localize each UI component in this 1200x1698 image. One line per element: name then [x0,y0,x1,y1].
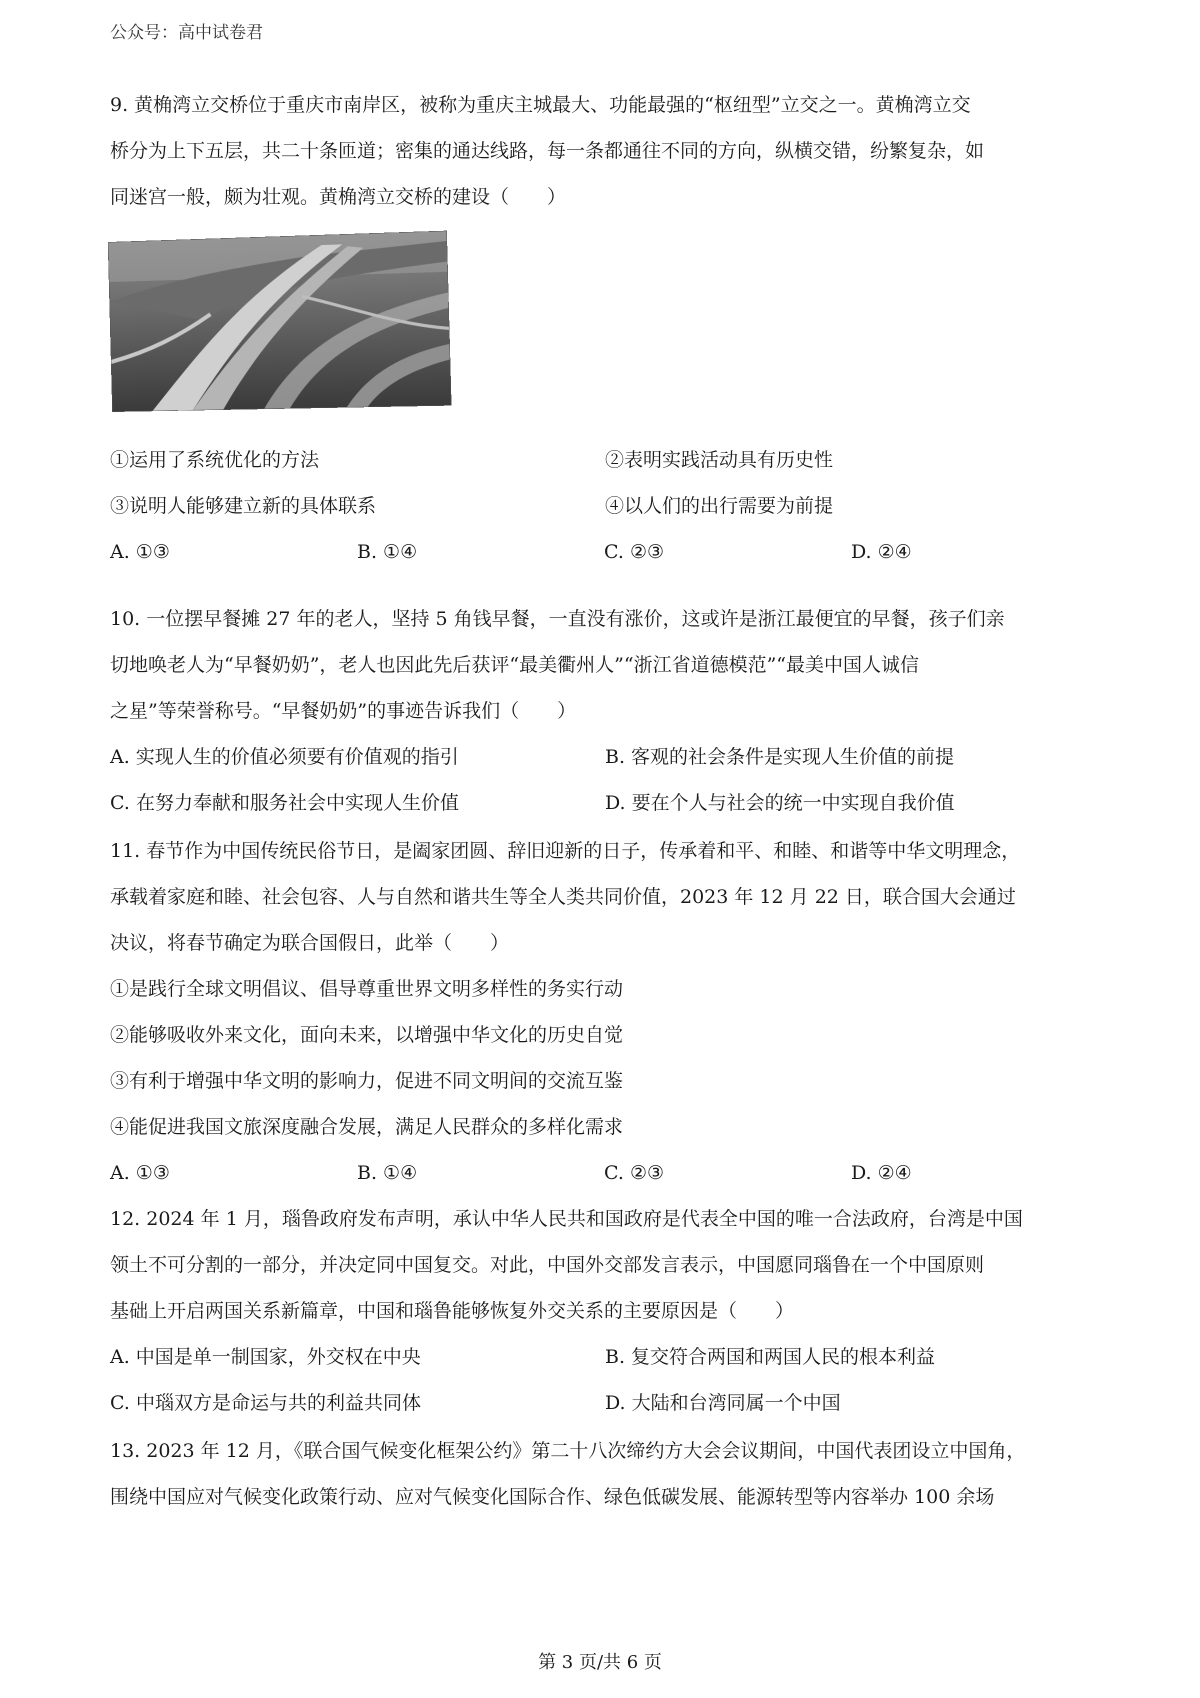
option-a: A. ①③ [110,541,170,563]
question-stem-line: 之星”等荣誉称号。“早餐奶奶”的事迹告诉我们（ ） [110,700,577,722]
option-b: B. ①④ [357,1162,418,1184]
question-stem-line: 承载着家庭和睦、社会包容、人与自然和谐共生等全人类共同价值，2023 年 12 月 22 日，联合国大会通过 [110,886,1016,908]
question-9 [110,82,1100,575]
question-stem-line: 12. 2024 年 1 月，瑙鲁政府发布声明，承认中华人民共和国政府是代表全中国的唯一合法政府，台湾是中国 [110,1208,1023,1230]
source-header: 公众号：高中试卷君 [110,23,263,43]
option-d: D. ②④ [851,1162,912,1184]
statement-1: ①运用了系统优化的方法 [110,449,320,471]
question-stem-line: 同迷宫一般，颇为壮观。黄桷湾立交桥的建设（ ） [110,186,567,208]
option-a: A. 实现人生的价值必须要有价值观的指引 [110,746,459,768]
page-number: 第 3 页/共 6 页 [538,1652,662,1673]
statement-3: ③说明人能够建立新的具体联系 [110,495,377,517]
question-stem-line: 切地唤老人为“早餐奶奶”，老人也因此先后获评“最美衢州人”“浙江省道德模范”“最美中国人诚信 [110,654,919,676]
question-stem-line: 领土不可分割的一部分，并决定同中国复交。对此，中国外交部发言表示，中国愿同瑙鲁在一个中国原则 [110,1254,985,1276]
question-stem-line: 9. 黄桷湾立交桥位于重庆市南岸区，被称为重庆主城最大、功能最强的“枢纽型”立交之一。黄桷湾立交 [110,94,971,116]
question-11 [110,828,1100,1196]
question-stem-line: 围绕中国应对气候变化政策行动、应对气候变化国际合作、绿色低碳发展、能源转型等内容举办 100 余场 [110,1486,995,1508]
option-c: C. ②③ [604,541,665,563]
statement-4: ④能促进我国文旅深度融合发展，满足人民群众的多样化需求 [110,1116,624,1138]
question-stem-line: 11. 春节作为中国传统民俗节日，是阖家团圆、辞旧迎新的日子，传承着和平、和睦、和谐等中华文明理念， [110,840,1021,862]
option-a: A. ①③ [110,1162,170,1184]
option-b: B. 客观的社会条件是实现人生价值的前提 [605,746,955,768]
option-c: C. 在努力奉献和服务社会中实现人生价值 [110,792,459,814]
overpass-photo [108,231,452,412]
question-stem-line: 10. 一位摆早餐摊 27 年的老人，坚持 5 角钱早餐，一直没有涨价，这或许是浙江最便宜的早餐，孩子们亲 [110,608,1005,630]
statement-4: ④以人们的出行需要为前提 [605,495,834,517]
option-d: D. 大陆和台湾同属一个中国 [605,1392,841,1414]
option-a: A. 中国是单一制国家，外交权在中央 [110,1346,421,1368]
question-stem-line: 基础上开启两国关系新篇章，中国和瑙鲁能够恢复外交关系的主要原因是（ ） [110,1300,795,1322]
option-b: B. ①④ [357,541,418,563]
option-d: D. ②④ [851,541,912,563]
question-stem-line: 13. 2023 年 12 月，《联合国气候变化框架公约》第二十八次缔约方大会会议期间，中国代表团设立中国角， [110,1440,1026,1462]
statement-2: ②表明实践活动具有历史性 [605,449,834,471]
question-10 [110,596,1100,826]
option-b: B. 复交符合两国和两国人民的根本利益 [605,1346,936,1368]
question-13 [110,1428,1100,1520]
question-12 [110,1196,1100,1426]
option-c: C. ②③ [604,1162,665,1184]
question-stem-line: 桥分为上下五层，共二十条匝道；密集的通达线路，每一条都通往不同的方向，纵横交错，纷繁复杂，如 [110,140,985,162]
option-d: D. 要在个人与社会的统一中实现自我价值 [605,792,955,814]
statement-1: ①是践行全球文明倡议、倡导尊重世界文明多样性的务实行动 [110,978,624,1000]
statement-2: ②能够吸收外来文化，面向未来，以增强中华文化的历史自觉 [110,1024,624,1046]
statement-3: ③有利于增强中华文明的影响力，促进不同文明间的交流互鉴 [110,1070,624,1092]
option-c: C. 中瑙双方是命运与共的利益共同体 [110,1392,421,1414]
question-stem-line: 决议，将春节确定为联合国假日，此举（ ） [110,932,510,954]
